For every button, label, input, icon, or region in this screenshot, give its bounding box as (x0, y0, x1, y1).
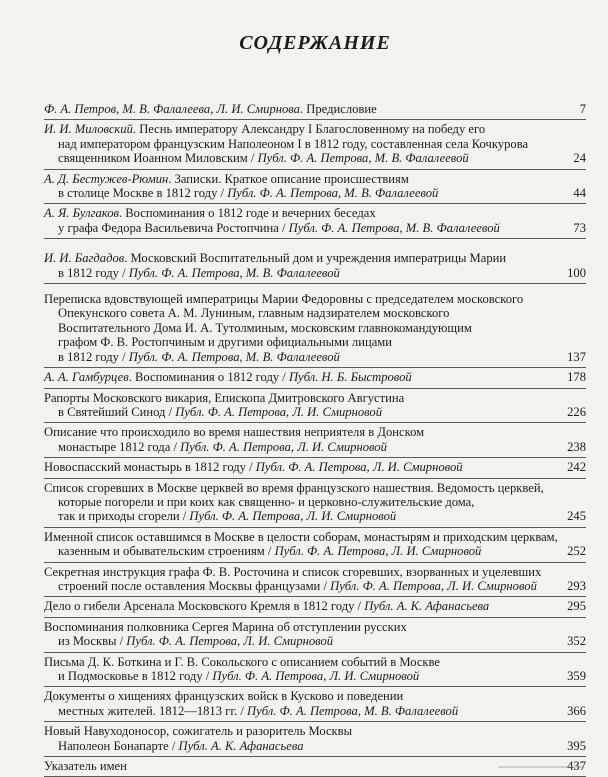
entry-text: Секретная инструкция графа Ф. В. Росточина и список сгоревших, взорванных и уцелевших (44, 564, 542, 579)
entry-text: графом Ф. В. Ростопчиным и другими официальными лицами (58, 335, 392, 350)
toc-entry-line (44, 251, 556, 265)
entry-text: Наполеон Бонапарте / (58, 738, 179, 753)
entry-author-text: И. И. Багдадов (44, 251, 125, 266)
toc-entry-line (44, 739, 556, 753)
toc-entry (44, 120, 586, 169)
entry-text: Опекунского совета А. М. Луниным, главным надзирателем московского (58, 306, 450, 321)
entry-text: Список сгоревших в Москве церквей во время французского нашествия. Ведомость церквей, (44, 480, 544, 495)
toc-page-number: 178 (567, 370, 586, 385)
toc-entry-line (44, 655, 556, 669)
toc-page-number: 73 (573, 220, 586, 235)
entry-text: Рапорты Московского викария, Епископа Дмитровского Августина (44, 390, 405, 405)
entry-author-text: Публ. Ф. А. Петрова, Л. И. Смирновой (180, 439, 387, 454)
toc-entry (44, 528, 586, 563)
toc-entry-line (44, 266, 556, 280)
toc-page-number: 238 (567, 439, 586, 454)
toc-entry (44, 249, 586, 284)
entry-text: над императором французским Наполеоном I в 1812 году, составленная села Кочкурова (58, 136, 529, 151)
toc-entry (44, 563, 586, 598)
toc-entry-line (44, 350, 556, 364)
toc-entry-line (44, 391, 556, 405)
toc-entry-line (44, 321, 556, 335)
toc-page-number: 242 (567, 460, 586, 475)
entry-author-text: Публ. Ф. А. Петрова, Л. И. Смирновой (175, 404, 383, 419)
toc-entry-line (44, 206, 556, 220)
toc-page-number: 366 (567, 703, 586, 718)
toc-page-number: 293 (567, 578, 586, 593)
toc-entry-line (44, 292, 556, 306)
toc-entry-line (44, 579, 556, 593)
entry-text: Описание что происходило во время нашествия неприятеля в Донском (44, 425, 425, 440)
toc-entry (44, 618, 586, 653)
entry-author-text: Публ. Н. Б. Быстровой (288, 370, 412, 385)
entry-text: и Подмосковье в 1812 году / (58, 669, 213, 683)
toc-entry-line (44, 151, 556, 165)
toc-entry-line (44, 306, 556, 320)
toc-entry-line (44, 565, 556, 579)
toc-entry (44, 204, 586, 239)
toc-entry-line (44, 544, 556, 558)
toc-entry (44, 653, 586, 688)
entry-author-text: А. Д. Бестужев-Рюмин (44, 171, 169, 186)
entry-author-text: Публ. Ф. А. Петрова, Л. И. Смирновой (274, 544, 482, 559)
toc-entry-line (44, 102, 556, 116)
entry-text: Воспоминания полковника Сергея Марина об отступлении русских (44, 619, 407, 634)
toc-entry-line (44, 704, 556, 718)
entry-text: так и приходы сгорели / (58, 509, 190, 524)
entry-text: в 1812 году / (58, 265, 129, 280)
toc-entry (44, 389, 586, 424)
entry-text: . Записки. Краткое описание происшествиям (168, 171, 409, 186)
entry-author-text: Публ. Ф. А. Петрова, М. В. Фалалеевой (227, 186, 439, 201)
toc-page-number: 7 (579, 102, 586, 116)
entry-text: . Воспоминания о 1812 году / (128, 370, 289, 385)
entry-text: . Московский Воспитательный дом и учреждения императрицы Марии (124, 251, 507, 266)
toc-entry (44, 170, 586, 205)
toc-entry (44, 458, 586, 478)
toc-entry (44, 290, 586, 368)
toc-entry-line (44, 530, 556, 544)
toc-entry-line (44, 669, 556, 683)
toc-entry-line (44, 620, 556, 634)
entry-author-text: Публ. Ф. А. Петрова, Л. И. Смирновой (212, 669, 420, 683)
toc-page-number: 100 (567, 265, 586, 280)
toc-entry-line (44, 440, 556, 454)
entry-text: . Песнь императору Александру I Благословенному на победу его (132, 122, 486, 137)
entry-author-text: Публ. Ф. А. Петрова, Л. И. Смирновой (330, 578, 537, 593)
toc-page-number: 359 (567, 669, 586, 683)
page-smudge (498, 766, 584, 768)
entry-text: Указатель имен (44, 759, 127, 774)
toc-page-number: 295 (567, 599, 586, 614)
toc-entry-line (44, 724, 556, 738)
toc-entry (44, 722, 586, 757)
entry-text: в Святейший Синод / (58, 404, 176, 419)
entry-author-text: Публ. А. К. Афанасьева (178, 738, 304, 753)
toc-entry-line (44, 509, 556, 523)
entry-author-text: Публ. Ф. А. Петрова, Л. И. Смирновой (189, 509, 397, 524)
entry-text: священником Иоанном Миловским / (58, 151, 258, 166)
table-of-contents (44, 100, 586, 777)
toc-entry-line (44, 481, 556, 495)
toc-page-number: 226 (567, 404, 586, 419)
toc-entry-line (44, 460, 556, 474)
toc-page-number: 137 (567, 349, 586, 364)
toc-entry-line (44, 599, 556, 613)
toc-entry (44, 687, 586, 722)
entry-author-text: Публ. Ф. А. Петрова, М. В. Фалалеевой (288, 220, 500, 235)
toc-page-number: 395 (567, 738, 586, 753)
entry-author-text: Публ. Ф. А. Петрова, Л. И. Смирновой (126, 634, 334, 649)
entry-author-text: Публ. Ф. А. Петрова, М. В. Фалалеевой (247, 703, 459, 718)
toc-entry-line (44, 137, 556, 151)
toc-entry-line (44, 634, 556, 648)
toc-page-number: 437 (567, 759, 586, 774)
entry-text: Новоспасский монастырь в 1812 году / (44, 460, 256, 475)
entry-text: которые погорели и при коих как священно- и церковно-служительские дома, (58, 494, 475, 509)
entry-text: у графа Федора Васильевича Ростопчина / (58, 220, 289, 235)
page-title: СОДЕРЖАНИЕ (239, 32, 391, 54)
toc-entry-line (44, 370, 556, 384)
toc-entry-line (44, 759, 556, 773)
toc-entry (44, 597, 586, 617)
toc-page-number: 44 (573, 186, 586, 201)
entry-text: строений после оставления Москвы французами / (58, 578, 331, 593)
entry-text: Дело о гибели Арсенала Московского Кремля в 1812 году / (44, 599, 365, 614)
entry-text: Воспитательного Дома И. А. Тутолминым, московским главнокомандующим (58, 320, 472, 335)
entry-text: местных жителей. 1812—1813 гг. / (58, 703, 248, 718)
toc-entry (44, 479, 586, 528)
toc-entry-line (44, 172, 556, 186)
toc-page-number: 24 (573, 151, 586, 166)
entry-author-text: Публ. Ф. А. Петрова, М. В. Фалалеевой (128, 349, 340, 364)
entry-author-text: А. А. Гамбурцев (44, 370, 129, 385)
toc-entry-line (44, 405, 556, 419)
entry-author-text: Публ. Ф. А. Петрова, М. В. Фалалеевой (257, 151, 469, 166)
entry-text: монастыре 1812 года / (58, 439, 181, 454)
entry-text: . Предисловие (299, 102, 377, 116)
entry-text: . Воспоминания о 1812 годе и вечерних беседах (118, 206, 376, 221)
toc-page-number: 245 (567, 509, 586, 524)
entry-text: в 1812 году / (58, 349, 129, 364)
toc-entry (44, 100, 586, 120)
toc-entry-line (44, 186, 556, 200)
toc-entry (44, 368, 586, 388)
toc-entry-line (44, 221, 556, 235)
entry-text: из Москвы / (58, 634, 127, 649)
entry-author-text: А. Я. Булгаков (44, 206, 119, 221)
entry-author-text: Публ. А. К. Афанасьева (364, 599, 490, 614)
entry-text: Документы о хищениях французских войск в Кусково и поведении (44, 689, 404, 704)
toc-entry-line (44, 335, 556, 349)
entry-text: в столице Москве в 1812 году / (58, 186, 228, 201)
entry-text: Письма Д. К. Боткина и Г. В. Сокольского с описанием событий в Москве (44, 654, 440, 669)
toc-entry-line (44, 689, 556, 703)
toc-entry (44, 423, 586, 458)
entry-author-text: Публ. Ф. А. Петрова, М. В. Фалалеевой (128, 265, 340, 280)
entry-author-text: Публ. Ф. А. Петрова, Л. И. Смирновой (255, 460, 463, 475)
toc-page-number: 252 (567, 544, 586, 559)
entry-author-text: Ф. А. Петров, М. В. Фалалеева, Л. И. Смирнова (44, 102, 300, 116)
entry-author-text: И. И. Миловский (44, 122, 133, 137)
entry-text: Новый Навуходоносор, сожигатель и разоритель Москвы (44, 724, 353, 739)
toc-entry-line (44, 495, 556, 509)
entry-text: Именной список оставшимся в Москве в целости соборам, монастырям и приходским церквам, (44, 529, 558, 544)
toc-page-number: 352 (567, 634, 586, 649)
entry-text: Переписка вдовствующей императрицы Марии Федоровны с председателем московского (44, 292, 524, 307)
toc-entry-line (44, 122, 556, 136)
entry-text: казенным и обывательским строениям / (58, 544, 275, 559)
toc-entry-line (44, 425, 556, 439)
